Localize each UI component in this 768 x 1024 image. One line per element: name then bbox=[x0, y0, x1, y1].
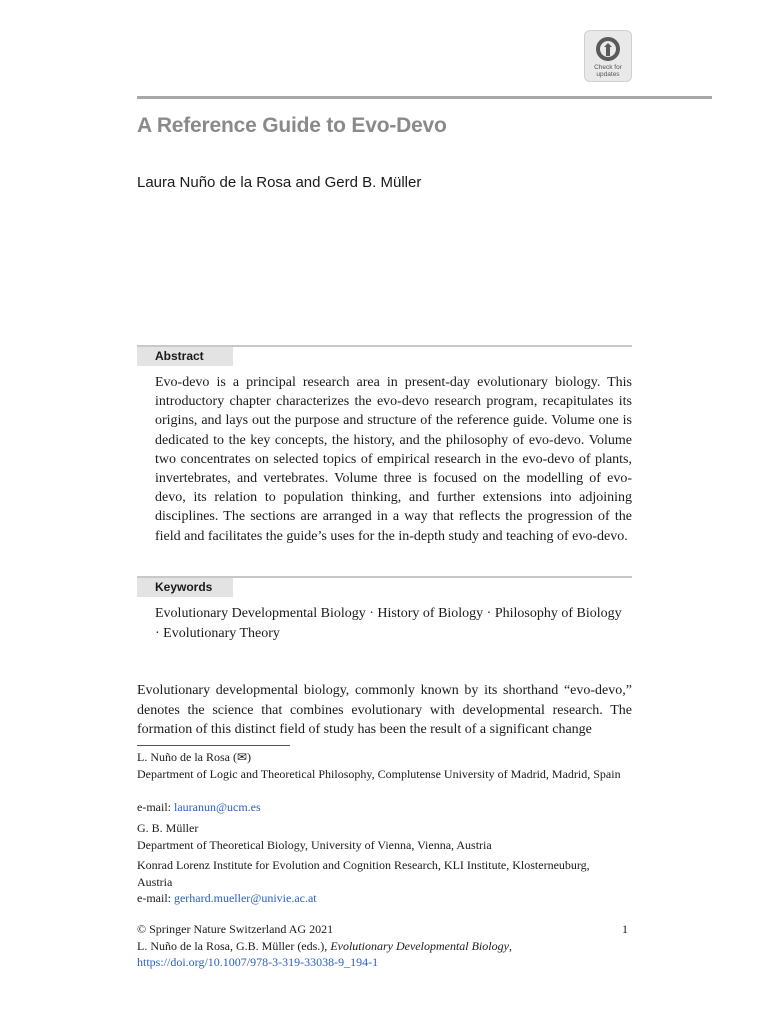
footnote-rule bbox=[137, 745, 290, 746]
keywords-heading: Keywords bbox=[137, 578, 233, 597]
author2-email-label: e-mail: bbox=[137, 891, 174, 905]
body-paragraph: Evolutionary developmental biology, commonly known by its shorthand “evo-devo,” denotes the science that combines evolutionary with developmental research. The formation of this distinct field of study has been the result of a significant change bbox=[137, 683, 632, 737]
chapter-title: A Reference Guide to Evo-Devo bbox=[137, 114, 447, 137]
author1-name: L. Nuño de la Rosa (✉) bbox=[137, 750, 252, 764]
author1-email-line bbox=[137, 799, 637, 816]
abstract-text: Evo-devo is a principal research area in present-day evolutionary biology. This introductory chapter characterizes the evo-devo research program, recapitulates its origins, and lays out the purpose and structure of the reference guide. Volume one is dedicated to the key concepts, the history, and the philosophy of evo-devo. Volume two concentrates on selected topics of empirical research in the evo-devo of plants, invertebrates, and vertebrates. Volume three is focused on the modelling of evo-devo, its relation to population thinking, and further extensions into adjoining disciplines. The sections are arranged in a way that reflects the progression of the field and facilitates the guide’s uses for the in-depth study and teaching of evo-devo. bbox=[155, 375, 632, 544]
top-rule bbox=[137, 96, 712, 99]
author2-email-link[interactable]: gerhard.mueller@univie.ac.at bbox=[173, 891, 317, 905]
authors: Laura Nuño de la Rosa and Gerd B. Müller bbox=[137, 174, 422, 191]
badge-label-line1: Check for bbox=[594, 64, 622, 71]
author2-name: G. B. Müller bbox=[137, 821, 199, 835]
copyright: © Springer Nature Switzerland AG 2021 bbox=[137, 922, 334, 936]
doi-link[interactable]: https://doi.org/10.1007/978-3-319-33038-9_194-1 bbox=[137, 955, 379, 969]
author2-email-line bbox=[137, 890, 637, 907]
badge-label-line2: updates bbox=[596, 71, 620, 78]
check-for-updates-badge[interactable] bbox=[584, 30, 632, 82]
check-for-updates-icon bbox=[595, 36, 621, 62]
page-number: 1 bbox=[622, 922, 628, 936]
citation-suffix: , bbox=[508, 938, 512, 953]
citation-prefix: L. Nuño de la Rosa, G.B. Müller (eds.), bbox=[137, 938, 331, 953]
author2-affiliation: Department of Theoretical Biology, University of Vienna, Vienna, Austria bbox=[137, 837, 492, 852]
author1-email-label: e-mail: bbox=[137, 799, 174, 814]
page-footer bbox=[137, 921, 632, 971]
abstract-heading: Abstract bbox=[137, 347, 233, 366]
author1-email-link[interactable]: lauranun@ucm.es bbox=[173, 799, 261, 814]
citation bbox=[137, 938, 632, 955]
author2-institute: Konrad Lorenz Institute for Evolution and Cognition Research, KLI Institute, Klosterneuburg, Austria bbox=[137, 858, 590, 889]
author1-affiliation: Department of Logic and Theoretical Philosophy, Complutense University of Madrid, Madrid, Spain bbox=[137, 766, 621, 781]
citation-book-title: Evolutionary Developmental Biology bbox=[330, 938, 509, 953]
keywords-text: Evolutionary Developmental Biology · History of Biology · Philosophy of Biology · Evolutionary Theory bbox=[155, 606, 622, 641]
